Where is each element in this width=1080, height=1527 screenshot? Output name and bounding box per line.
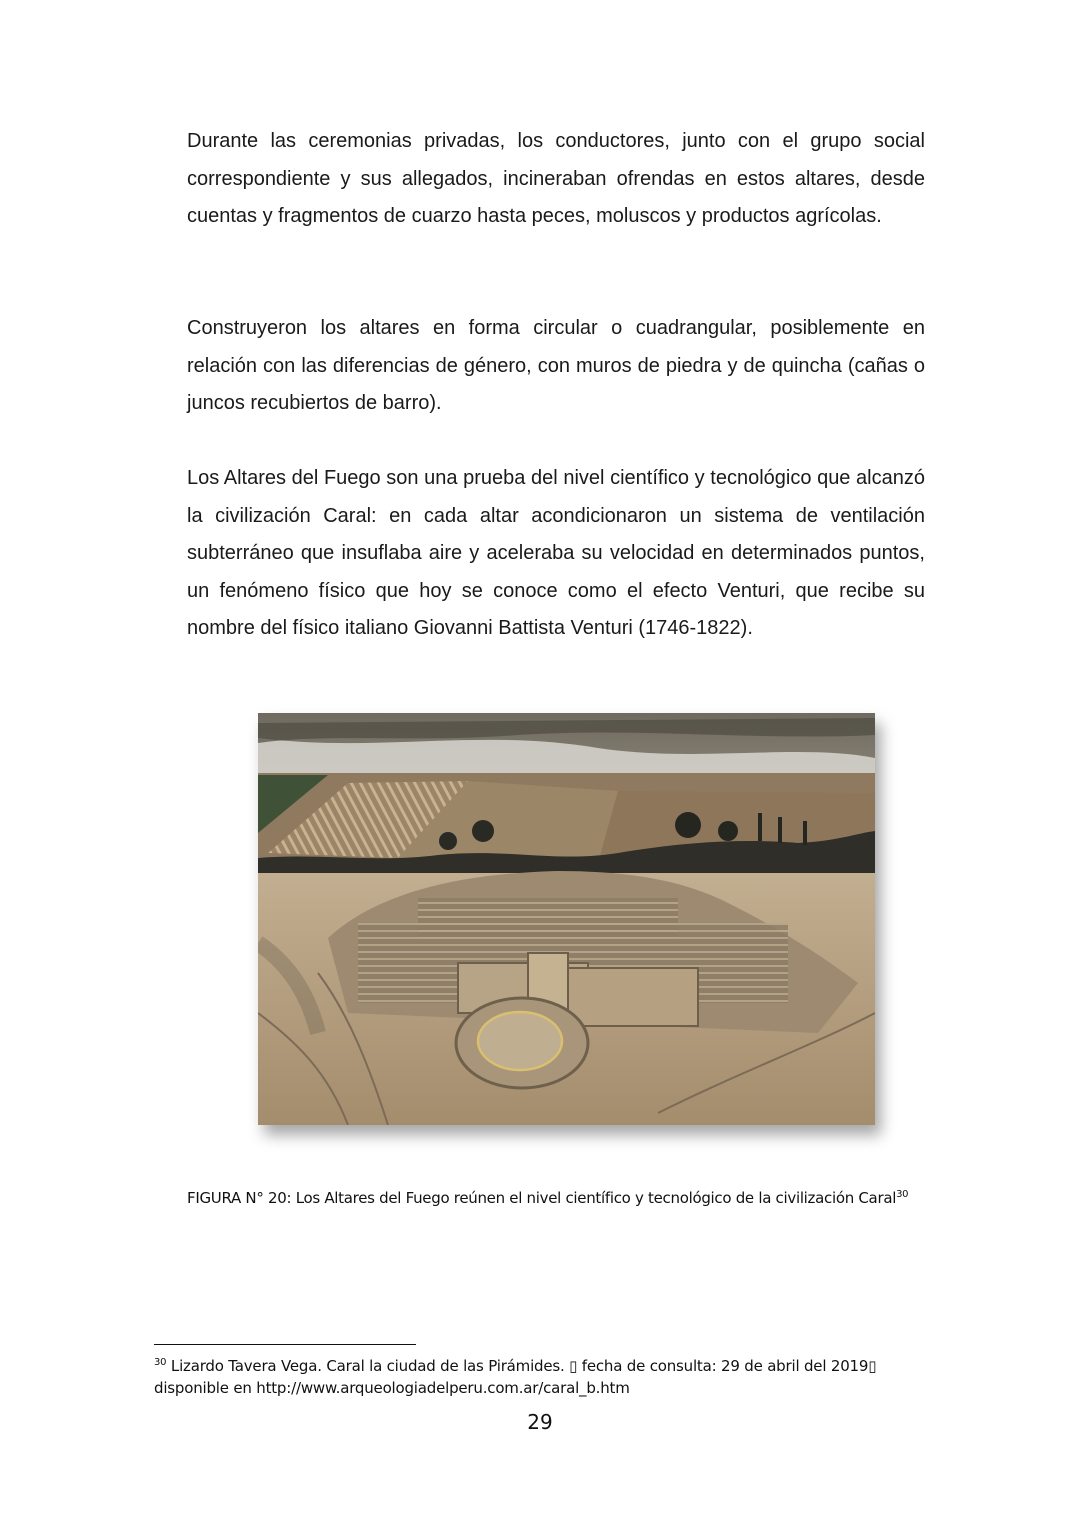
caral-aerial-photo [258, 713, 875, 1125]
body-paragraph-1: Durante las ceremonias privadas, los conductores, junto con el grupo social correspondiente y sus allegados, incineraban ofrendas en estos altares, desde cuentas y fragmentos de cuarzo hasta peces, moluscos y productos agrícolas. [187, 130, 925, 227]
footnote-30 [154, 1355, 914, 1399]
page-number: 29 [527, 1410, 553, 1434]
body-paragraph-3: Los Altares del Fuego son una prueba del nivel científico y tecnológico que alcanzó la civilización Caral: en cada altar acondicionaron un sistema de ventilación subterráneo que insuflaba aire y aceleraba su velocidad en determinados puntos, un fenómeno físico que hoy se conoce como el efecto Venturi, que recibe su nombre del físico italiano Giovanni Battista Venturi (1746-1822). [187, 467, 925, 639]
footnote-number: 30 [154, 1357, 167, 1368]
footnote-text: Lizardo Tavera Vega. Caral la ciudad de las Pirámides. ▯ fecha de consulta: 29 de abril del 2019▯ disponible en http://www.arqueologiadelperu.com.ar/caral_b.htm [154, 1357, 877, 1397]
body-paragraph-2: Construyeron los altares en forma circular o cuadrangular, posiblemente en relación con las diferencias de género, con muros de piedra y de quincha (cañas o juncos recubiertos de barro). [187, 317, 925, 414]
figure-caption-text: FIGURA N° 20: Los Altares del Fuego reúnen el nivel científico y tecnológico de la civilización Caral [187, 1189, 897, 1207]
footnote-separator [154, 1344, 416, 1345]
figure-caption [187, 1188, 927, 1208]
footnote-reference: 30 [896, 1189, 909, 1200]
